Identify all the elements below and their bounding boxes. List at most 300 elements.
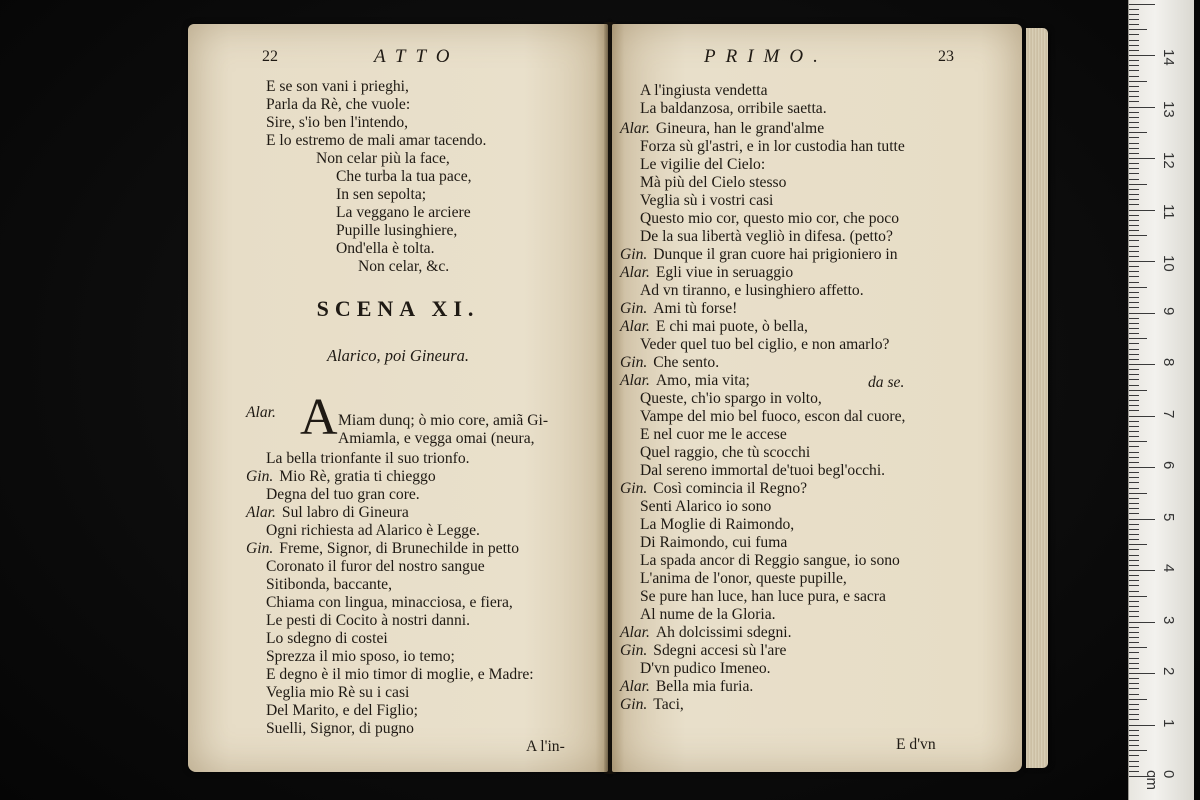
stage-direction-aside: da se. [868, 374, 905, 391]
text-line [620, 354, 719, 372]
speaker-label: Gin. [246, 468, 274, 485]
line-text: Degna del tuo gran core. [266, 486, 420, 503]
ruler-tick [1129, 292, 1139, 293]
ruler-tick [1129, 585, 1139, 586]
ruler-tick [1129, 194, 1139, 195]
ruler-tick [1129, 45, 1139, 46]
ruler-label: 13 [1160, 100, 1177, 118]
ruler-tick [1129, 493, 1147, 494]
line-text: In sen sepolta; [336, 186, 427, 203]
line-text: Sitibonda, baccante, [266, 576, 393, 593]
ruler-tick [1129, 709, 1139, 710]
ruler-tick [1129, 143, 1139, 144]
ruler-tick [1129, 4, 1155, 5]
line-text: De la sua libertà vegliò in difesa. (petto? [640, 228, 893, 245]
ruler-tick [1129, 452, 1139, 453]
text-line [266, 132, 486, 150]
text-line [266, 594, 513, 612]
ruler-tick [1129, 261, 1155, 262]
text-line [338, 430, 535, 448]
line-text: Se pure han luce, han luce pura, e sacra [640, 588, 886, 605]
ruler-tick [1129, 750, 1147, 751]
speaker-label: Alar. [246, 504, 276, 521]
text-line [358, 258, 449, 276]
text-line [246, 504, 409, 522]
speaker-label: Gin. [620, 642, 648, 659]
ruler-tick [1129, 421, 1139, 422]
ruler-tick [1129, 168, 1139, 169]
line-text: Di Raimondo, cui fuma [640, 534, 788, 551]
ruler-label: 9 [1160, 306, 1177, 315]
ruler-tick [1129, 343, 1139, 344]
text-line [640, 228, 893, 246]
ruler-tick [1129, 137, 1139, 138]
ruler-tick [1129, 761, 1139, 762]
text-line [620, 300, 737, 318]
ruler-label: 3 [1160, 615, 1177, 624]
ruler-tick [1129, 400, 1139, 401]
ruler-tick [1129, 416, 1155, 417]
ruler-tick [1129, 467, 1155, 468]
ruler-tick [1129, 441, 1147, 442]
ruler-tick [1129, 472, 1139, 473]
line-text: Taci, [653, 696, 684, 713]
speaker-label: Gin. [620, 696, 648, 713]
ruler-tick [1129, 338, 1147, 339]
ruler-label: 14 [1160, 49, 1177, 66]
ruler-tick [1129, 755, 1139, 756]
ruler-tick [1129, 591, 1139, 592]
text-line [266, 648, 455, 666]
ruler-tick [1129, 519, 1155, 520]
ruler-tick [1129, 616, 1139, 617]
ruler-tick [1129, 173, 1139, 174]
line-text: Le pesti di Cocito à nostri danni. [266, 612, 470, 629]
line-text: Suelli, Signor, di pugno [266, 720, 414, 737]
line-text: Così comincia il Regno? [653, 480, 808, 497]
ruler-tick [1129, 184, 1147, 185]
ruler-tick [1129, 199, 1139, 200]
ruler-label: 2 [1160, 667, 1177, 676]
line-text: Dunque il gran cuore hai prigioniero in [653, 246, 898, 263]
ruler-tick [1129, 652, 1139, 653]
page-edges [1026, 28, 1048, 768]
ruler-tick [1129, 745, 1139, 746]
ruler-label: 12 [1160, 152, 1177, 169]
ruler-tick [1129, 359, 1139, 360]
ruler-tick [1129, 323, 1139, 324]
ruler-tick [1129, 112, 1139, 113]
ruler-tick [1129, 364, 1155, 365]
ruler-tick [1129, 575, 1139, 576]
ruler-tick [1129, 385, 1139, 386]
ruler-tick [1129, 276, 1139, 277]
text-line [640, 100, 827, 118]
line-text: Chiama con lingua, minacciosa, e fiera, [266, 594, 513, 611]
speaker-label: Alar. [620, 264, 650, 281]
text-line [266, 78, 409, 96]
text-line [620, 642, 786, 660]
ruler-tick [1129, 374, 1139, 375]
ruler-tick [1129, 9, 1139, 10]
line-text: Forza sù gl'astri, e in lor custodia han tutte [640, 138, 905, 155]
ruler-tick [1129, 725, 1155, 726]
text-line [640, 156, 765, 174]
line-text: Ad vn tiranno, e lusinghiero affetto. [640, 282, 864, 299]
line-text: La bella trionfante il suo trionfo. [266, 450, 470, 467]
ruler-tick [1129, 96, 1139, 97]
text-line [266, 720, 414, 738]
ruler-tick [1129, 246, 1139, 247]
ruler-tick [1129, 287, 1147, 288]
ruler-tick [1129, 771, 1139, 772]
line-text: Senti Alarico io sono [640, 498, 772, 515]
ruler-tick [1129, 647, 1147, 648]
line-text: Sire, s'io ben l'intendo, [266, 114, 409, 131]
ruler-tick [1129, 163, 1139, 164]
ruler-label: 7 [1160, 409, 1177, 418]
line-text: La spada ancor di Reggio sangue, io sono [640, 552, 900, 569]
ruler-tick [1129, 65, 1139, 66]
line-text: Egli viue in seruaggio [655, 264, 794, 281]
text-line [336, 240, 435, 258]
text-line [266, 96, 410, 114]
right-page [612, 24, 1022, 772]
line-text: Coronato il furor del nostro sangue [266, 558, 485, 575]
line-text: D'vn pudico Imeneo. [640, 660, 771, 677]
speaker-label: Alar. [620, 678, 650, 695]
open-book [180, 18, 1060, 778]
text-line [266, 612, 470, 630]
speaker-label: Gin. [620, 246, 648, 263]
ruler-tick [1129, 482, 1139, 483]
ruler-tick [1129, 24, 1139, 25]
ruler-tick [1129, 148, 1139, 149]
line-text: Ah dolcissimi sdegni. [655, 624, 792, 641]
scene-persons: Alarico, poi Gineura. [326, 346, 470, 365]
text-line [640, 660, 771, 678]
line-text: Pupille lusinghiere, [336, 222, 458, 239]
page-number: 22 [262, 48, 278, 65]
ruler-tick [1129, 611, 1139, 612]
ruler-tick [1129, 694, 1139, 695]
ruler-tick [1129, 153, 1139, 154]
text-line [640, 336, 889, 354]
ruler-tick [1129, 318, 1139, 319]
speaker-label: Gin. [620, 300, 648, 317]
ruler-tick [1129, 34, 1139, 35]
ruler-tick [1129, 369, 1139, 370]
text-line [620, 678, 753, 696]
ruler-tick [1129, 704, 1139, 705]
line-text: Ami tù forse! [653, 300, 738, 317]
ruler-tick [1129, 55, 1155, 56]
ruler-tick [1129, 210, 1155, 211]
line-text: Amo, mia vita; [655, 372, 750, 389]
line-text: E chi mai puote, ò bella, [655, 318, 808, 335]
ruler-tick [1129, 29, 1147, 30]
ruler-tick [1129, 14, 1139, 15]
line-text: E nel cuor me le accese [640, 426, 787, 443]
line-text: Che sento. [653, 354, 720, 371]
ruler-tick [1129, 307, 1139, 308]
text-line [336, 168, 472, 186]
ruler-tick [1129, 328, 1139, 329]
catchword: A l'in- [526, 738, 565, 755]
line-text: Al nume de la Gloria. [640, 606, 776, 623]
ruler-tick [1129, 225, 1139, 226]
line-text: Parla da Rè, che vuole: [266, 96, 411, 113]
ruler-tick [1129, 158, 1155, 159]
line-text: Gineura, han le grand'alme [655, 120, 825, 137]
text-line [266, 558, 485, 576]
ruler-tick [1129, 627, 1139, 628]
ruler-label: 0 cm [1143, 770, 1177, 790]
ruler-tick [1129, 678, 1139, 679]
ruler-tick [1129, 642, 1139, 643]
text-line [640, 174, 786, 192]
ruler-tick [1129, 189, 1139, 190]
line-text: Questo mio cor, questo mio cor, che poco [640, 210, 900, 227]
speaker-label: Alar. [620, 120, 650, 137]
ruler-tick [1129, 101, 1139, 102]
line-text: Le vigilie del Cielo: [640, 156, 766, 173]
ruler-tick [1129, 637, 1139, 638]
ruler-tick [1129, 132, 1147, 133]
ruler-tick [1129, 19, 1139, 20]
line-text: L'anima de l'onor, queste pupille, [640, 570, 847, 587]
text-line [640, 534, 787, 552]
line-text: Mà più del Cielo stesso [640, 174, 787, 191]
text-line [266, 576, 392, 594]
line-text: Del Marito, e del Figlio; [266, 702, 419, 719]
ruler-tick [1129, 86, 1139, 87]
ruler-tick [1129, 117, 1139, 118]
ruler-label: 4 [1160, 564, 1177, 573]
ruler-tick [1129, 606, 1139, 607]
ruler-tick [1129, 122, 1139, 123]
ruler-tick [1129, 555, 1139, 556]
ruler-tick [1129, 570, 1155, 571]
ruler-tick [1129, 431, 1139, 432]
ruler-tick [1129, 81, 1147, 82]
line-text: La veggano le arciere [336, 204, 471, 221]
ruler-tick [1129, 565, 1139, 566]
line-text: La baldanzosa, orribile saetta. [640, 100, 827, 117]
ruler-tick [1129, 462, 1139, 463]
text-line [266, 114, 408, 132]
ruler-label: 5 [1160, 512, 1177, 521]
ruler-tick [1129, 436, 1139, 437]
ruler-tick [1129, 410, 1139, 411]
ruler-tick [1129, 220, 1139, 221]
line-text: A l'ingiusta vendetta [640, 82, 768, 99]
ruler-tick [1129, 498, 1139, 499]
ruler-tick [1129, 354, 1139, 355]
ruler-tick [1129, 179, 1139, 180]
speaker-label: Gin. [246, 540, 274, 557]
text-line [336, 204, 471, 222]
speaker-label: Alar. [620, 318, 650, 335]
ruler-tick [1129, 668, 1139, 669]
ruler-tick [1129, 539, 1139, 540]
line-text: E degno è il mio timor di moglie, e Madre: [266, 666, 534, 683]
ruler-tick [1129, 240, 1139, 241]
ruler-tick [1129, 282, 1139, 283]
ruler-tick [1129, 529, 1139, 530]
drop-capital: A [300, 389, 338, 446]
line-text: Non celar, &c. [358, 258, 450, 275]
text-line [266, 450, 470, 468]
ruler-tick [1129, 663, 1139, 664]
ruler-tick [1129, 297, 1139, 298]
ruler-tick [1129, 622, 1155, 623]
text-line [640, 444, 810, 462]
ruler-tick [1129, 457, 1139, 458]
text-line [266, 522, 480, 540]
ruler-tick [1129, 477, 1139, 478]
ruler-tick [1129, 683, 1139, 684]
catchword: E d'vn [896, 736, 936, 753]
text-line [266, 666, 534, 684]
text-line [620, 264, 793, 282]
ruler-tick [1129, 70, 1139, 71]
line-text: Sdegni accesi sù l'are [653, 642, 787, 659]
page-number: 23 [938, 48, 954, 65]
text-line [620, 120, 824, 138]
text-line [266, 630, 388, 648]
text-line [620, 372, 750, 390]
ruler-tick [1129, 313, 1155, 314]
ruler-tick [1129, 107, 1155, 108]
line-text: Veglia sù i vostri casi [640, 192, 774, 209]
text-line [640, 82, 768, 100]
text-line [640, 570, 847, 588]
ruler-tick [1129, 204, 1139, 205]
line-text: Non celar più la face, [316, 150, 450, 167]
scene-title: SCENA XI. [316, 296, 480, 321]
line-text: E se son vani i prieghi, [266, 78, 409, 95]
ruler-tick [1129, 50, 1139, 51]
text-line [246, 404, 282, 422]
ruler-tick [1129, 302, 1139, 303]
text-line [640, 192, 773, 210]
ruler-tick [1129, 256, 1139, 257]
line-text: Ond'ella è tolta. [336, 240, 435, 257]
ruler-tick [1129, 426, 1139, 427]
text-line [266, 486, 420, 504]
ruler-tick [1129, 379, 1139, 380]
text-line [640, 462, 885, 480]
text-line [620, 696, 684, 714]
text-line [620, 318, 808, 336]
ruler-tick [1129, 534, 1139, 535]
ruler-label: 1 [1160, 718, 1177, 727]
text-line [640, 282, 864, 300]
ruler-tick [1129, 390, 1147, 391]
measurement-ruler [1128, 0, 1194, 800]
ruler-tick [1129, 601, 1139, 602]
line-text: La Moglie di Raimondo, [640, 516, 795, 533]
line-text: Quel raggio, che tù scocchi [640, 444, 811, 461]
line-text: E lo estremo de mali amar tacendo. [266, 132, 487, 149]
ruler-tick [1129, 719, 1139, 720]
line-text: Veder quel tuo bel ciglio, e non amarlo? [640, 336, 890, 353]
ruler-tick [1129, 230, 1139, 231]
line-text: Veglia mio Rè su i casi [266, 684, 410, 701]
running-head: ATTO [374, 46, 460, 67]
ruler-tick [1129, 395, 1139, 396]
text-line [620, 246, 898, 264]
ruler-label: 11 [1160, 203, 1177, 220]
text-line [640, 498, 771, 516]
text-line [640, 390, 822, 408]
text-line [246, 540, 519, 558]
ruler-tick [1129, 560, 1139, 561]
ruler-label: 10 [1160, 255, 1177, 272]
text-line [640, 426, 787, 444]
ruler-tick [1129, 91, 1139, 92]
line-text: Sul labro di Gineura [281, 504, 409, 521]
text-line [640, 138, 905, 156]
ruler-tick [1129, 688, 1139, 689]
ruler-tick [1129, 271, 1139, 272]
line-text: Miam dunq; ò mio core, amiã Gi- [338, 412, 549, 429]
speaker-label: Alar. [620, 372, 650, 389]
text-line [640, 408, 905, 426]
text-line [640, 606, 776, 624]
left-page [188, 24, 608, 772]
ruler-label: 8 [1160, 358, 1177, 367]
speaker-label: Gin. [620, 354, 648, 371]
ruler-tick [1129, 596, 1147, 597]
ruler-tick [1129, 488, 1139, 489]
ruler-tick [1129, 266, 1139, 267]
ruler-tick [1129, 405, 1139, 406]
line-text: Vampe del mio bel fuoco, escon dal cuore, [640, 408, 906, 425]
ruler-tick [1129, 580, 1139, 581]
text-line [316, 150, 450, 168]
line-text: Mio Rè, gratia ti chieggo [279, 468, 436, 485]
ruler-tick [1129, 714, 1139, 715]
line-text: Dal sereno immortal de'tuoi begl'occhi. [640, 462, 886, 479]
ruler-tick [1129, 235, 1147, 236]
text-line [338, 412, 548, 430]
ruler-tick [1129, 544, 1147, 545]
text-line [266, 702, 418, 720]
text-line [640, 588, 886, 606]
ruler-tick [1129, 632, 1139, 633]
ruler-tick [1129, 60, 1139, 61]
ruler-tick [1129, 766, 1139, 767]
running-head: PRIMO. [704, 46, 828, 67]
line-text: Che turba la tua pace, [336, 168, 472, 185]
text-line [640, 552, 900, 570]
text-line [336, 186, 426, 204]
line-text: Sprezza il mio sposo, io temo; [266, 648, 455, 665]
ruler-tick [1129, 699, 1147, 700]
ruler-tick [1129, 503, 1139, 504]
ruler-tick [1129, 446, 1139, 447]
ruler-tick [1129, 127, 1139, 128]
line-text: Queste, ch'io spargo in volto, [640, 390, 822, 407]
ruler-tick [1129, 513, 1139, 514]
ruler-tick [1129, 215, 1139, 216]
ruler-tick [1129, 735, 1139, 736]
speaker-label: Gin. [620, 480, 648, 497]
text-line [266, 684, 409, 702]
text-line [620, 624, 791, 642]
